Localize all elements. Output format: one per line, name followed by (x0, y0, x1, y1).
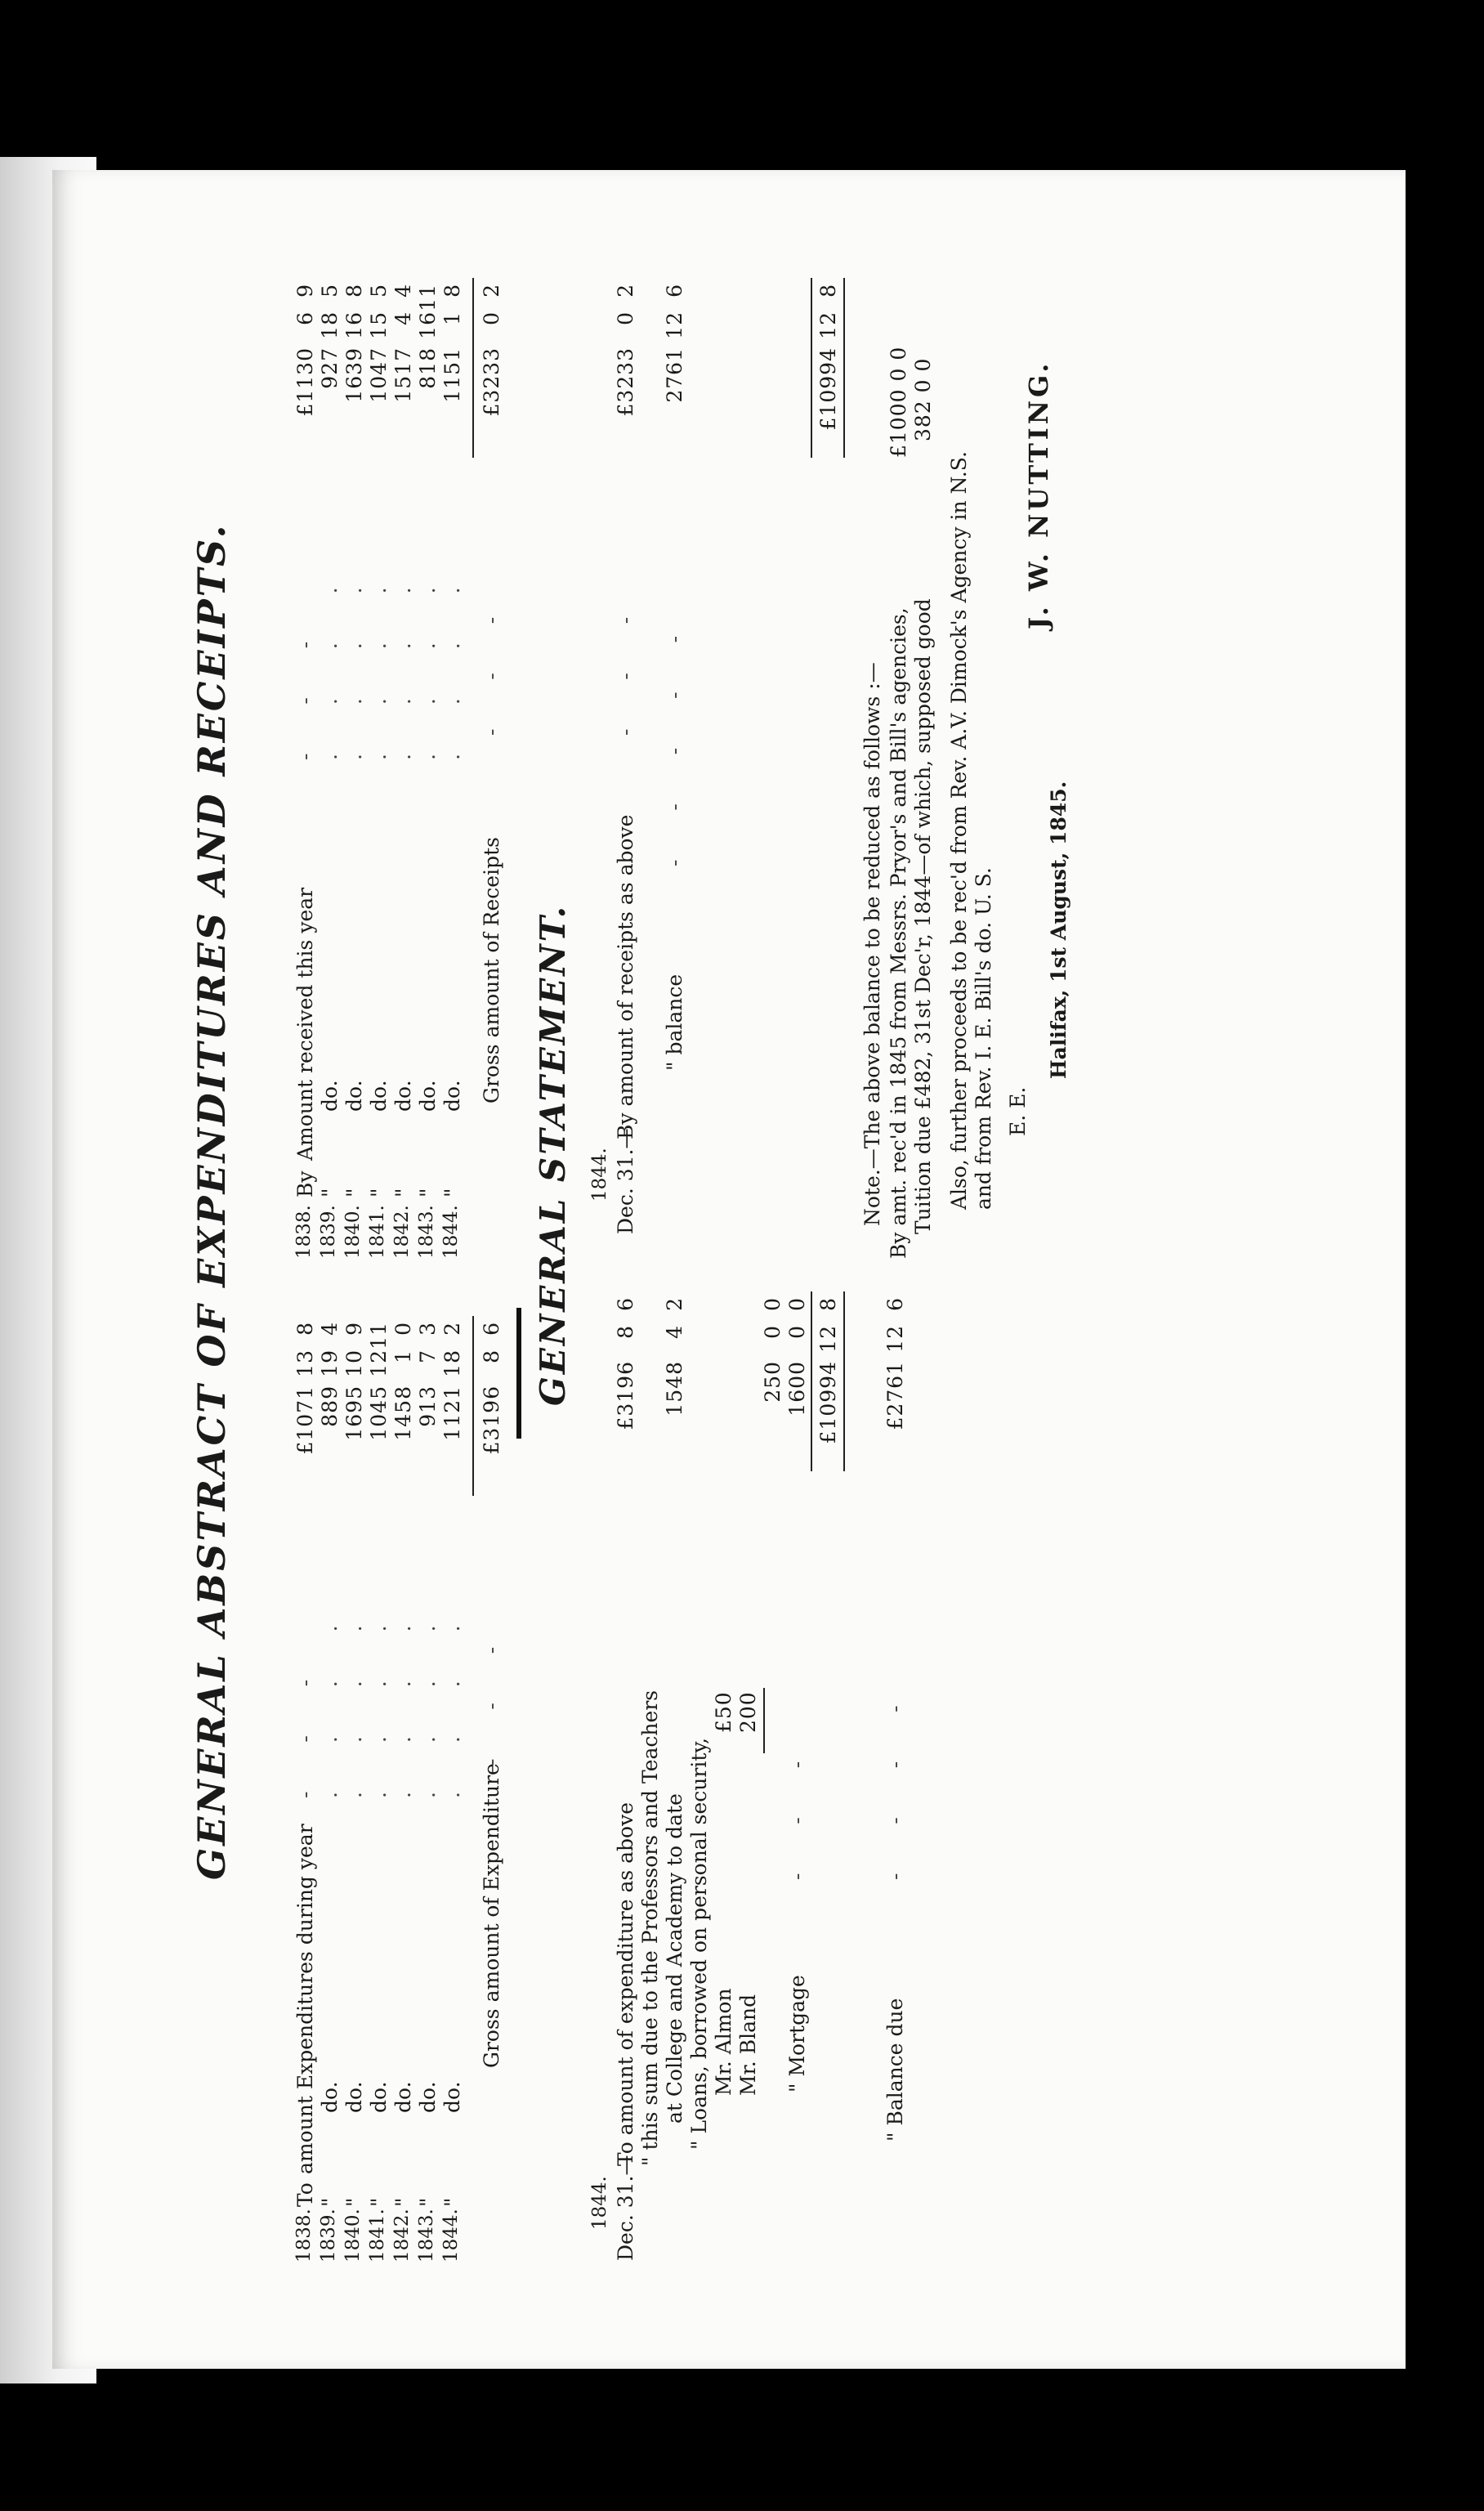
receipt-row-year: 1844. (440, 1205, 462, 1259)
leader-dots: . . . . (342, 1604, 366, 1798)
debit-loans-label: " Loans, borrowed on personal security, (687, 1737, 711, 2150)
expenditure-row-year: 1844. (440, 2209, 462, 2263)
statement-title: GENERAL STATEMENT. (533, 903, 573, 1406)
rule (843, 1291, 845, 1471)
expenditure-row-amount: 1121182 (440, 1322, 464, 1441)
receipt-row-year: 1841. (367, 1205, 388, 1259)
receipts-total-amount: £323302 (480, 284, 503, 417)
receipt-row-label: do. (440, 1080, 464, 1112)
credit-receipts-label: By amount of receipts as above (614, 814, 637, 1139)
leader-dots: . . . . (440, 566, 464, 760)
leader-dots: . . . . (367, 566, 391, 760)
receipt-row-year: 1838. (293, 1205, 315, 1259)
expenditure-row-amount: 889194 (318, 1322, 342, 1427)
debit-almon-label: Mr. Almon (712, 1988, 735, 2096)
receipt-row-prefix: " (318, 1188, 342, 1197)
leader-dots: . . . . (391, 566, 415, 760)
rule (811, 1291, 812, 1471)
receipt-row-amount: 151744 (391, 284, 415, 403)
loan-almon-amount: £50 (712, 1691, 735, 1733)
debit-loans-amount: 25000 (761, 1297, 784, 1403)
debit-bland-label: Mr. Bland (736, 1994, 760, 2096)
receipt-row-label: Amount received this year (293, 887, 317, 1161)
leader-dots: - - - (293, 1658, 317, 1798)
leader-dots: - - - (614, 595, 637, 736)
expenditure-row-amount: 10451211 (367, 1322, 391, 1441)
debit-expenditure-amount: £319686 (614, 1297, 637, 1430)
leader-dots: . . . . (416, 1604, 440, 1798)
receipt-row-label: do. (391, 1080, 415, 1112)
debit-mortgage-amount: 160000 (785, 1297, 809, 1417)
debit-year: 1844. (589, 2176, 610, 2230)
rule (843, 278, 845, 458)
balance-due-label: " Balance due (883, 1998, 907, 2142)
debit-professors-label-2: at College and Academy to date (663, 1793, 686, 2124)
debit-mortgage-label: " Mortgage (785, 1975, 809, 2092)
rule (472, 278, 474, 458)
place-date: Halifax, 1st August, 1845. (1047, 781, 1071, 1079)
leader-dots: . . . . (318, 1604, 342, 1798)
expenditure-row-label: do. (342, 2081, 366, 2113)
receipt-row-prefix: By (293, 1170, 317, 1197)
expenditure-row-year: 1843. (416, 2209, 437, 2263)
receipt-row-year: 1839. (318, 1205, 339, 1259)
credit-balance-label: " balance (663, 974, 686, 1071)
leader-dots: . . . . (342, 566, 366, 760)
expenditure-row-label: amount Expenditures during year (293, 1824, 317, 2174)
credit-year: 1844. (589, 1148, 610, 1202)
receipt-row-amount: 1047155 (367, 284, 391, 403)
expenditure-row-label: do. (416, 2081, 440, 2113)
expenditure-row-label: do. (391, 2081, 415, 2113)
receipt-row-year: 1843. (416, 1205, 437, 1259)
receipt-row-prefix: " (416, 1188, 440, 1197)
debit-date: Dec. 31.— (614, 2155, 637, 2261)
expenditure-total-label: Gross amount of Expenditure (480, 1763, 503, 2068)
receipt-row-year: 1840. (342, 1205, 364, 1259)
expenditure-row-prefix: To (293, 2182, 317, 2207)
expenditure-row-prefix: " (391, 2197, 415, 2207)
receipt-row-amount: 1639168 (342, 284, 366, 403)
abstract-title: GENERAL ABSTRACT OF EXPENDITURES AND RECEIPTS. (190, 522, 234, 1880)
leader-dots: . . . . (416, 566, 440, 760)
expenditure-row-amount: 91373 (416, 1322, 440, 1427)
note-line-2: Tuition due £482, 31st Dec'r, 1844—of which, supposed good (911, 598, 935, 1234)
expenditure-row-year: 1841. (367, 2209, 388, 2263)
expenditure-row-prefix: " (367, 2197, 391, 2207)
note-line-4: and from Rev. I. E. Bill's do. U. S. (972, 867, 995, 1210)
leader-dots: . . . . (367, 1604, 391, 1798)
receipt-row-label: do. (367, 1080, 391, 1112)
note-line-1-amount: £1000 0 0 (887, 346, 910, 458)
expenditure-row-year: 1840. (342, 2209, 364, 2263)
receipt-row-year: 1842. (391, 1205, 413, 1259)
expenditure-row-amount: £1071138 (293, 1322, 317, 1455)
credit-total-amount: £10994128 (816, 284, 840, 431)
leader-dots: - - - (293, 620, 317, 760)
errors-excepted: E. E. (1006, 1086, 1030, 1136)
receipts-total-label: Gross amount of Receipts (480, 837, 503, 1103)
note-heading: Note.—The above balance to be reduced as follows :— (860, 662, 884, 1226)
leader-dots: . . . . (318, 566, 342, 760)
debit-professors-amount: 154842 (663, 1297, 686, 1417)
expenditure-row-prefix: " (440, 2197, 464, 2207)
expenditure-row-label: do. (318, 2081, 342, 2113)
loan-bland-amount: 200 (736, 1691, 760, 1733)
receipt-row-label: do. (416, 1080, 440, 1112)
expenditure-row-amount: 145810 (391, 1322, 415, 1441)
credit-date: Dec. 31.— (614, 1128, 637, 1234)
expenditure-row-label: do. (440, 2081, 464, 2113)
receipt-row-prefix: " (391, 1188, 415, 1197)
receipt-row-amount: 927185 (318, 284, 342, 389)
receipt-row-amount: 115118 (440, 284, 464, 403)
receipt-row-amount: 8181611 (416, 284, 440, 389)
expenditure-row-prefix: " (342, 2197, 366, 2207)
note-line-2-amount: 382 0 0 (911, 357, 935, 441)
receipt-row-label: do. (318, 1080, 342, 1112)
leader-dots: . . . . (391, 1604, 415, 1798)
expenditure-row-amount: 1695109 (342, 1322, 366, 1441)
debit-expenditure-label: To amount of expenditure as above (614, 1802, 637, 2166)
leader-dots: - - - - - (663, 614, 686, 866)
leader-dots: - - - - (883, 1684, 907, 1880)
leader-dots: - - - (480, 595, 503, 736)
expenditure-total-amount: £319686 (480, 1322, 503, 1455)
receipt-row-label: do. (342, 1080, 366, 1112)
thick-rule (516, 1308, 521, 1439)
rule (763, 1688, 765, 1753)
balance-due-amount: £2761126 (883, 1297, 907, 1430)
receipt-row-amount: £113069 (293, 284, 317, 417)
leader-dots: - - - (480, 1625, 503, 1766)
note-line-1: By amt. rec'd in 1845 from Messrs. Pryor's and Bill's agencies, (887, 607, 910, 1259)
credit-balance-amount: 2761126 (663, 284, 686, 403)
rule (472, 1316, 474, 1496)
receipt-row-prefix: " (440, 1188, 464, 1197)
rotated-document-content (157, 245, 1268, 2338)
expenditure-row-year: 1838. (293, 2209, 315, 2263)
expenditure-row-label: do. (367, 2081, 391, 2113)
receipt-row-prefix: " (367, 1188, 391, 1197)
expenditure-row-year: 1839. (318, 2209, 339, 2263)
expenditure-row-prefix: " (318, 2197, 342, 2207)
signature: J. W. NUTTING. (1023, 360, 1054, 629)
debit-professors-label-1: " this sum due to the Professors and Teachers (638, 1690, 662, 2166)
expenditure-row-year: 1842. (391, 2209, 413, 2263)
leader-dots: - - - (785, 1739, 809, 1880)
leader-dots: . . . . (440, 1604, 464, 1798)
expenditure-row-prefix: " (416, 2197, 440, 2207)
note-line-3: Also, further proceeds to be rec'd from Rev. A.V. Dimock's Agency in N.S. (947, 451, 971, 1210)
credit-receipts-amount: £323302 (614, 284, 637, 417)
receipt-row-prefix: " (342, 1188, 366, 1197)
rule (811, 278, 812, 458)
debit-total-amount: £10994128 (816, 1297, 840, 1444)
